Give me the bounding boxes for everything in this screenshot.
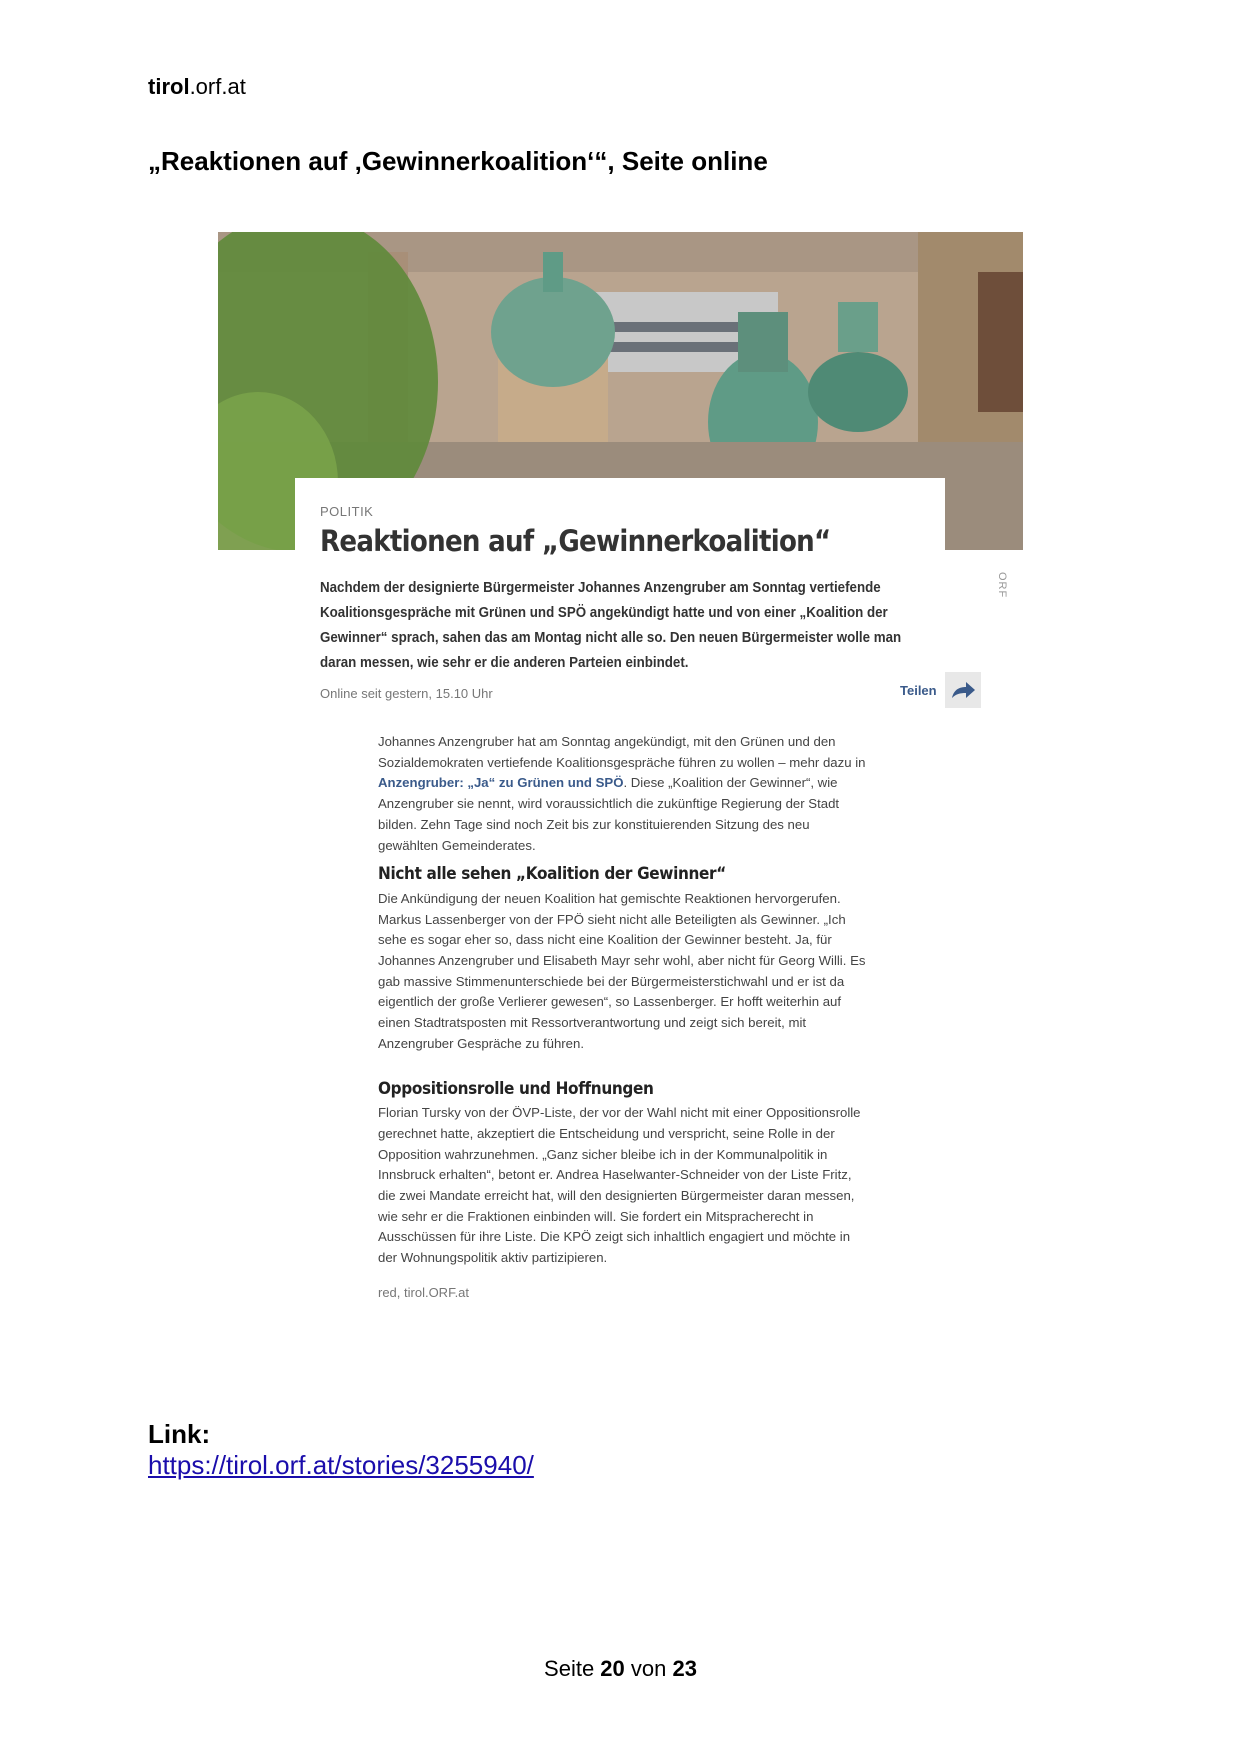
article-headline: Reaktionen auf „Gewinnerkoalition“ — [320, 524, 831, 558]
article-body — [378, 732, 868, 1304]
article-url-link[interactable]: https://tirol.orf.at/stories/3255940/ — [148, 1450, 534, 1480]
category-label: POLITIK — [320, 504, 374, 519]
share-arrow-icon[interactable] — [945, 672, 981, 708]
subheading-2: Oppositionsrolle und Hoffnungen — [378, 1078, 654, 1099]
subheading-1: Nicht alle sehen „Koalition der Gewinner“ — [378, 864, 726, 885]
related-story-link[interactable]: Anzengruber: „Ja“ zu Grünen und SPÖ — [378, 775, 624, 791]
article-lead: Nachdem der designierte Bürgermeister Johannes Anzengruber am Sonntag vertiefende Koalitionsgespräche mit Grünen und SPÖ angekündigt hatte und von einer „Koalition der Gewinner“ sprach, sahen das am Montag nicht alle so. Den neuen Bürgermeister wolle man daran messen, wie sehr er die anderen Parteien einbindet. — [320, 580, 902, 671]
paragraph-2: Die Ankündigung der neuen Koalition hat gemischte Reaktionen hervorgerufen. Markus Lassenberger von der FPÖ sieht nicht alle Beteiligten als Gewinner. „Ich sehe es sogar eher so, dass nicht eine Koalition der Gewinner besteht. Ja, für Johannes Anzengruber und Elisabeth Mayr sehr wohl, aber nicht für Georg Willi. Es gab massive Stimmenunterschiede bei der Bürgermeisterstichwahl und er ist da eigentlich der große Verlierer gewesen“, so Lassenberger. Er hofft weiterhin auf einen Stadtratsposten mit Ressortverantwortung und zeigt sich bereit, mit Anzengruber Gespräche zu führen. — [378, 890, 866, 1051]
current-page: 20 — [600, 1656, 625, 1681]
article-header-card — [295, 478, 945, 728]
publish-time: Online seit gestern, 15.10 Uhr — [320, 686, 493, 701]
site-name-rest: .orf.at — [189, 74, 246, 99]
link-label: Link: — [148, 1419, 211, 1449]
photo-credit: ORF — [996, 572, 1008, 599]
share-button[interactable] — [900, 672, 981, 708]
total-pages: 23 — [672, 1656, 697, 1681]
paragraph-1: Johannes Anzengruber hat am Sonntag angekündigt, mit den Grünen und den Sozialdemokraten vertiefende Koalitionsgespräche führen zu wollen – mehr dazu in Anzengruber: „Ja“ zu Grünen und SPÖ. Diese „Koalition der Gewinner“, wie Anzengruber sie nennt, wird voraussichtlich die zukünftige Regierung der Stadt bilden. Zehn Tage sind noch Zeit bis zur konstituierenden Sitzung des neu gewählten Gemeinderates. — [378, 734, 866, 853]
share-label: Teilen — [900, 682, 937, 698]
site-header — [148, 74, 246, 100]
site-name-bold: tirol — [148, 74, 190, 99]
document-title: „Reaktionen auf ‚Gewinnerkoalition‘“, Seite online — [148, 146, 768, 176]
paragraph-3: Florian Tursky von der ÖVP-Liste, der vor der Wahl nicht mit einer Oppositionsrolle gerechnet hatte, akzeptiert die Entscheidung und verspricht, seine Rolle in der Opposition wahrzunehmen. „Ganz sicher bleibe ich in der Kommunalpolitik in Innsbruck erhalten“, betont er. Andrea Haselwanter-Schneider von der Liste Fritz, die zwei Mandate erreicht hat, will den designierten Bürgermeister daran messen, wie sehr er die Fraktionen einbinden will. Sie fordert ein Mitspracherecht in Ausschüssen für ihre Liste. Die KPÖ zeigt sich inhaltlich engagiert und möchte in der Wohnungspolitik aktiv partizipieren. — [378, 1105, 861, 1266]
article-source: red, tirol.ORF.at — [378, 1284, 470, 1300]
page-footer: Seite 20 von 23 — [544, 1656, 697, 1681]
article-screenshot — [218, 232, 1023, 1372]
